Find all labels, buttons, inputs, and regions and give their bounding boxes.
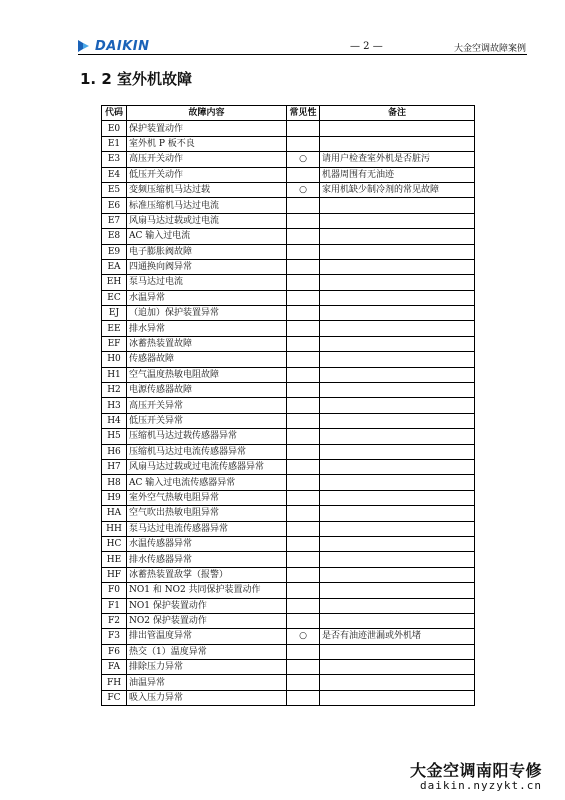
table-row [102,521,475,536]
table-row [102,290,475,305]
table-row [102,352,475,367]
daikin-logo [78,38,149,54]
cell-note [320,198,475,213]
cell-freq [287,444,320,459]
table-row [102,552,475,567]
cell-freq [287,459,320,474]
cell-code: H8 [102,475,127,490]
table-row [102,321,475,336]
cell-content: 冰蓄热装置故障 [127,336,287,351]
cell-freq [287,121,320,136]
cell-content: NO1 保护装置动作 [127,598,287,613]
cell-note [320,398,475,413]
cell-note [320,229,475,244]
cell-freq [287,413,320,428]
table-body [102,121,475,706]
cell-freq [287,321,320,336]
table-row [102,259,475,274]
cell-code: E7 [102,213,127,228]
table-row [102,213,475,228]
cell-freq [287,213,320,228]
cell-content: 电源传感器故障 [127,383,287,398]
daikin-logo-icon [78,40,94,52]
table-row [102,152,475,167]
cell-freq [287,475,320,490]
table-row [102,675,475,690]
cell-note [320,552,475,567]
table-row [102,567,475,582]
header-code: 代码 [102,106,127,121]
table-row [102,613,475,628]
table-row [102,536,475,551]
cell-content: 空气温度热敏电阻故障 [127,367,287,382]
cell-code: F3 [102,629,127,644]
cell-content: 高压开关异常 [127,398,287,413]
cell-note: 机器周围有无油迹 [320,167,475,182]
cell-freq [287,552,320,567]
cell-note [320,644,475,659]
cell-freq [287,136,320,151]
cell-code: E9 [102,244,127,259]
table-row [102,182,475,197]
cell-code: H4 [102,413,127,428]
table-row [102,306,475,321]
cell-code: EC [102,290,127,305]
cell-content: 排水传感器异常 [127,552,287,567]
header-frequency: 常见性 [287,106,320,121]
table-row [102,275,475,290]
table-row [102,644,475,659]
cell-freq [287,167,320,182]
cell-note [320,690,475,705]
cell-content: AC 输入过电流传感器异常 [127,475,287,490]
cell-code: F2 [102,613,127,628]
cell-note [320,336,475,351]
table-row [102,459,475,474]
cell-content: 压缩机马达过电流传感器异常 [127,444,287,459]
cell-note [320,506,475,521]
logo-text: DAIKIN [95,38,150,54]
page-header [78,38,526,58]
header-content: 故障内容 [127,106,287,121]
cell-note [320,459,475,474]
table-row [102,367,475,382]
table-row [102,660,475,675]
cell-content: 风扇马达过载或过电流 [127,213,287,228]
cell-content: 油温异常 [127,675,287,690]
cell-note [320,275,475,290]
cell-note [320,675,475,690]
cell-content: 吸入压力异常 [127,690,287,705]
cell-code: E6 [102,198,127,213]
table-row [102,167,475,182]
cell-content: 室外空气热敏电阻异常 [127,490,287,505]
cell-content: NO1 和 NO2 共同保护装置动作 [127,583,287,598]
cell-code: FH [102,675,127,690]
cell-code: F1 [102,598,127,613]
cell-freq [287,598,320,613]
cell-note [320,613,475,628]
cell-code: H7 [102,459,127,474]
cell-freq [287,675,320,690]
cell-content: 室外机 P 板不良 [127,136,287,151]
cell-freq: ○ [287,182,320,197]
cell-freq [287,490,320,505]
cell-code: E8 [102,229,127,244]
cell-freq [287,583,320,598]
cell-note [320,213,475,228]
cell-freq [287,367,320,382]
cell-freq [287,290,320,305]
cell-note [320,521,475,536]
cell-freq [287,244,320,259]
cell-content: 泵马达过电流 [127,275,287,290]
cell-code: HA [102,506,127,521]
cell-freq [287,506,320,521]
cell-code: E0 [102,121,127,136]
table-row [102,490,475,505]
cell-freq [287,306,320,321]
cell-note [320,660,475,675]
cell-note [320,321,475,336]
cell-content: 标准压缩机马达过电流 [127,198,287,213]
cell-content: 空气吹出热敏电阻异常 [127,506,287,521]
cell-note [320,306,475,321]
cell-code: EH [102,275,127,290]
cell-note: 请用户检查室外机是否脏污 [320,152,475,167]
cell-note [320,583,475,598]
cell-content: 热交（1）温度异常 [127,644,287,659]
cell-code: E1 [102,136,127,151]
cell-code: H6 [102,444,127,459]
cell-freq [287,613,320,628]
cell-content: 压缩机马达过载传感器异常 [127,429,287,444]
table-row [102,383,475,398]
cell-content: 排水异常 [127,321,287,336]
cell-note [320,290,475,305]
page-number: — 2 — [350,41,383,52]
cell-freq [287,521,320,536]
table-row [102,598,475,613]
cell-freq [287,536,320,551]
table-row [102,136,475,151]
cell-code: H9 [102,490,127,505]
cell-note: 是否有油迹泄漏或外机堵 [320,629,475,644]
cell-note [320,244,475,259]
table-row [102,244,475,259]
cell-content: 低压开关动作 [127,167,287,182]
table-row [102,398,475,413]
cell-freq [287,383,320,398]
cell-note [320,121,475,136]
cell-content: 水温传感器异常 [127,536,287,551]
cell-content: 低压开关异常 [127,413,287,428]
cell-freq: ○ [287,629,320,644]
table-row [102,475,475,490]
cell-note [320,383,475,398]
cell-note [320,413,475,428]
cell-note: 家用机缺少制冷剂的常见故障 [320,182,475,197]
cell-freq [287,275,320,290]
table-row [102,229,475,244]
cell-note [320,598,475,613]
cell-code: HF [102,567,127,582]
table-row [102,121,475,136]
cell-code: EF [102,336,127,351]
cell-note [320,367,475,382]
cell-freq [287,644,320,659]
table-row [102,444,475,459]
table-row [102,629,475,644]
cell-freq [287,660,320,675]
cell-note [320,136,475,151]
cell-code: HE [102,552,127,567]
table-row [102,336,475,351]
cell-freq [287,398,320,413]
cell-freq [287,429,320,444]
cell-freq [287,690,320,705]
cell-code: HH [102,521,127,536]
cell-note [320,536,475,551]
cell-content: 排除压力异常 [127,660,287,675]
cell-freq [287,259,320,274]
footer-url: daikin.nyzykt.cn [420,779,542,792]
header-note: 备注 [320,106,475,121]
cell-note [320,352,475,367]
fault-code-table [101,105,475,706]
cell-code: EE [102,321,127,336]
cell-freq [287,336,320,351]
cell-content: 保护装置动作 [127,121,287,136]
header-rule [78,54,527,55]
table-header-row [102,106,475,121]
cell-code: E4 [102,167,127,182]
table-row [102,506,475,521]
cell-freq [287,229,320,244]
table-row [102,583,475,598]
cell-content: （追加）保护装置异常 [127,306,287,321]
cell-freq [287,352,320,367]
cell-content: NO2 保护装置动作 [127,613,287,628]
cell-code: EJ [102,306,127,321]
cell-code: H0 [102,352,127,367]
cell-code: H1 [102,367,127,382]
cell-content: 排出管温度异常 [127,629,287,644]
footer-brand: 大金空调南阳专修 [410,761,543,780]
cell-freq [287,567,320,582]
cell-freq [287,198,320,213]
table-row [102,690,475,705]
cell-content: 变频压缩机马达过载 [127,182,287,197]
cell-code: EA [102,259,127,274]
cell-content: 风扇马达过载或过电流传感器异常 [127,459,287,474]
table-row [102,429,475,444]
cell-code: F6 [102,644,127,659]
cell-code: H5 [102,429,127,444]
table-row [102,413,475,428]
cell-code: HC [102,536,127,551]
cell-note [320,259,475,274]
cell-note [320,444,475,459]
cell-content: 四通换向阀异常 [127,259,287,274]
cell-code: F0 [102,583,127,598]
cell-code: E5 [102,182,127,197]
cell-note [320,429,475,444]
cell-code: H2 [102,383,127,398]
cell-code: FC [102,690,127,705]
cell-note [320,490,475,505]
document-title: 大金空调故障案例 [453,44,526,54]
cell-content: 传感器故障 [127,352,287,367]
cell-content: 泵马达过电流传感器异常 [127,521,287,536]
cell-note [320,567,475,582]
cell-code: FA [102,660,127,675]
cell-freq: ○ [287,152,320,167]
section-title: 1. 2 室外机故障 [80,70,193,88]
cell-code: H3 [102,398,127,413]
cell-content: 水温异常 [127,290,287,305]
cell-content: 高压开关动作 [127,152,287,167]
cell-content: 冰蓄热装置敌掌（报警） [127,567,287,582]
cell-content: AC 输入过电流 [127,229,287,244]
table-row [102,198,475,213]
cell-content: 电子膨胀阀故障 [127,244,287,259]
cell-note [320,475,475,490]
cell-code: E3 [102,152,127,167]
